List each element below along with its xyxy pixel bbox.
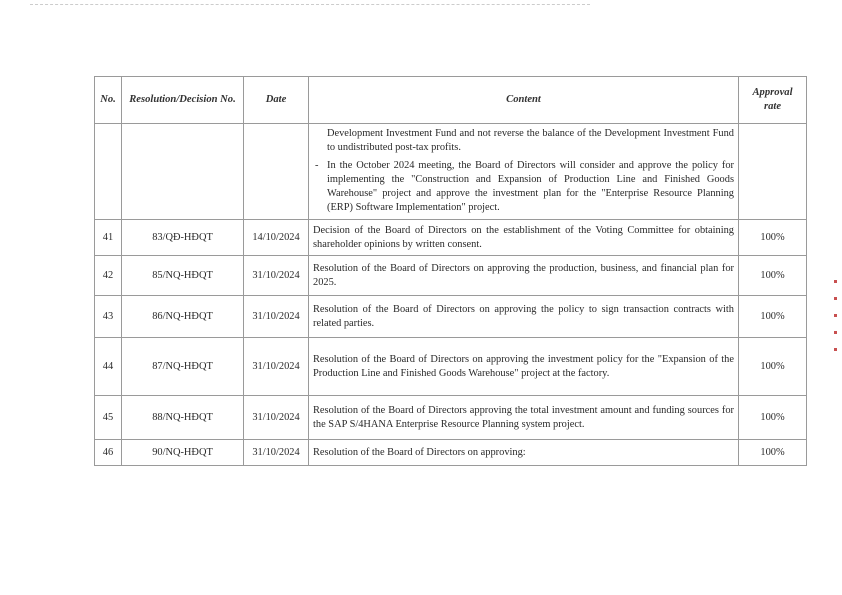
- continuation-approval-cell: [739, 124, 807, 220]
- row-date: 31/10/2024: [244, 256, 309, 296]
- scan-mark: [834, 331, 837, 334]
- header-resolution-no: Resolution/Decision No.: [122, 77, 244, 124]
- row-approval-rate: 100%: [739, 338, 807, 396]
- row-resolution-no: 83/QĐ-HĐQT: [122, 220, 244, 256]
- scan-mark: [834, 314, 837, 317]
- header-approval-rate: Approval rate: [739, 77, 807, 124]
- bullet-text: In the October 2024 meeting, the Board of Directors will consider and approve the policy for implementing the "Construction and Expansion of Production Line and Finished Goods Warehouse" project and approve the investment plan for the "Enterprise Resource Planning (ERP) Software Implementation" project.: [327, 160, 734, 213]
- continuation-paragraph: Development Investment Fund and not reverse the balance of the Development Investment Fund to undistributed post-tax profits.: [327, 128, 734, 153]
- resolutions-table: [94, 76, 807, 466]
- row-content: Resolution of the Board of Directors on approving:: [309, 440, 739, 466]
- row-date: 31/10/2024: [244, 338, 309, 396]
- row-date: 31/10/2024: [244, 440, 309, 466]
- header-content: Content: [309, 77, 739, 124]
- row-approval-rate: 100%: [739, 396, 807, 440]
- row-content: Decision of the Board of Directors on the establishment of the Voting Committee for obtaining shareholder opinions by written consent.: [309, 220, 739, 256]
- row-no: 44: [95, 338, 122, 396]
- row-resolution-no: 88/NQ-HĐQT: [122, 396, 244, 440]
- row-no: 42: [95, 256, 122, 296]
- scan-mark: [834, 280, 837, 283]
- row-no: 46: [95, 440, 122, 466]
- row-content: Resolution of the Board of Directors on approving the production, business, and financial plan for 2025.: [309, 256, 739, 296]
- continuation-row: [95, 124, 807, 220]
- header-no: No.: [95, 77, 122, 124]
- continuation-no-cell: [95, 124, 122, 220]
- row-approval-rate: 100%: [739, 220, 807, 256]
- table-row: [95, 440, 807, 466]
- header-row: [95, 77, 807, 124]
- scan-edge-line: [30, 4, 590, 6]
- row-approval-rate: 100%: [739, 256, 807, 296]
- scan-mark: [834, 348, 837, 351]
- scan-edge-marks: [830, 280, 840, 365]
- table-row: [95, 256, 807, 296]
- row-resolution-no: 85/NQ-HĐQT: [122, 256, 244, 296]
- row-content: Resolution of the Board of Directors on approving the policy to sign transaction contracts with related parties.: [309, 296, 739, 338]
- row-content: Resolution of the Board of Directors approving the total investment amount and funding sources for the SAP S/4HANA Enterprise Resource Planning system project.: [309, 396, 739, 440]
- row-date: 14/10/2024: [244, 220, 309, 256]
- scan-mark: [834, 297, 837, 300]
- continuation-bullet: [313, 159, 734, 215]
- row-approval-rate: 100%: [739, 296, 807, 338]
- bullet-dash: -: [315, 160, 319, 171]
- row-resolution-no: 87/NQ-HĐQT: [122, 338, 244, 396]
- table-row: [95, 220, 807, 256]
- header-date: Date: [244, 77, 309, 124]
- continuation-resolution-cell: [122, 124, 244, 220]
- row-date: 31/10/2024: [244, 296, 309, 338]
- continuation-date-cell: [244, 124, 309, 220]
- row-resolution-no: 90/NQ-HĐQT: [122, 440, 244, 466]
- row-no: 45: [95, 396, 122, 440]
- table-row: [95, 396, 807, 440]
- row-date: 31/10/2024: [244, 396, 309, 440]
- row-resolution-no: 86/NQ-HĐQT: [122, 296, 244, 338]
- row-no: 41: [95, 220, 122, 256]
- table-row: [95, 338, 807, 396]
- row-content: Resolution of the Board of Directors on approving the investment policy for the "Expansion of the Production Line and Finished Goods Warehouse" project at the factory.: [309, 338, 739, 396]
- table-row: [95, 296, 807, 338]
- row-no: 43: [95, 296, 122, 338]
- continuation-content-cell: [309, 124, 739, 220]
- row-approval-rate: 100%: [739, 440, 807, 466]
